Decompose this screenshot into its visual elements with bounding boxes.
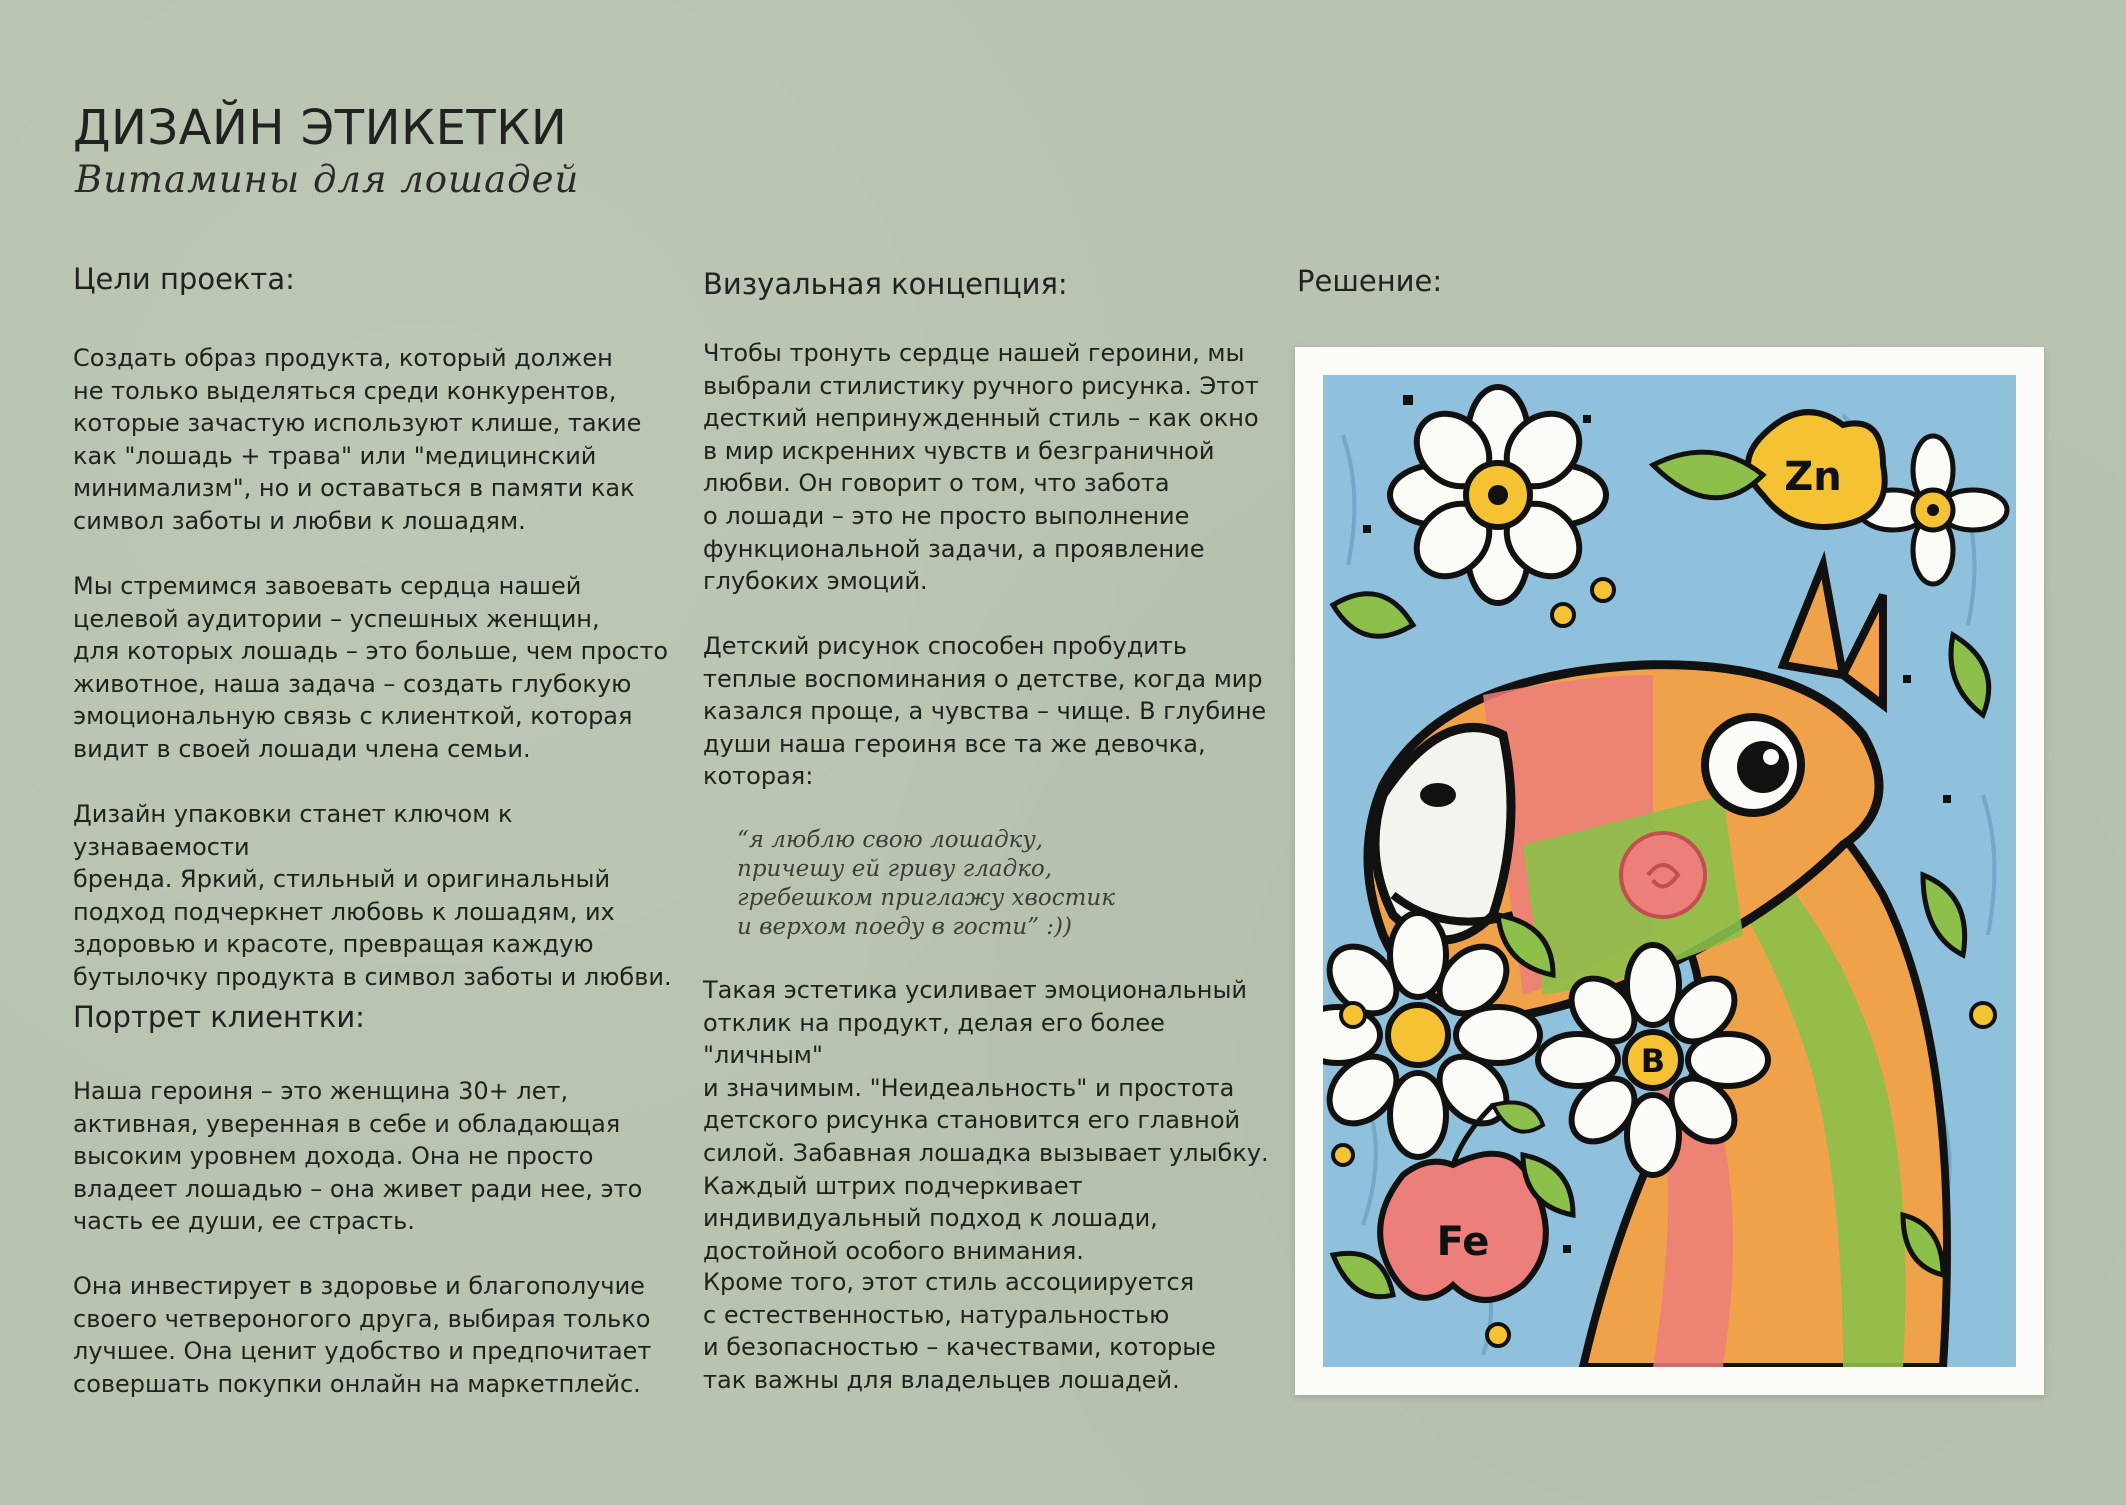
horse-cheek xyxy=(1621,833,1705,917)
vitamin-b-label: B xyxy=(1640,1042,1666,1080)
solution-heading: Решение: xyxy=(1297,264,1443,298)
concept-paragraph-2: Детский рисунок способен пробудить теплые воспоминания о детстве, когда мир казался проще, а чувства – чище. В глубине души наша героиня все та же девочка, которая: xyxy=(703,632,1267,791)
concept-paragraph-4: Кроме того, этот стиль ассоциируется с естественностью, натуральностью и безопасностью – качествами, которые так важны для владельцев лошадей. xyxy=(703,1268,1216,1394)
iron-label: Fe xyxy=(1436,1219,1490,1265)
concept-quote: “я люблю свою лошадку, причешу ей гриву гладко, гребешком приглажу хвостик и верхом поеду в гости” :)) xyxy=(737,827,1115,940)
concept-heading: Визуальная концепция: xyxy=(703,267,1068,301)
concept-paragraph-3: Такая эстетика усиливает эмоциональный отклик на продукт, делая его более "личным" и значимым. "Неидеальность" и простота детского рисунка становится его главной силой. Забавная лошадка вызывает улыбку. Каждый штрих подчеркивает индивидуальный подход к лошади, достойной особого внимания. xyxy=(703,976,1269,1265)
page-subtitle: Витамины для лошадей xyxy=(75,158,580,201)
client-paragraph-1: Наша героиня – это женщина 30+ лет, активная, уверенная в себе и обладающая высоким уровнем дохода. Она не просто владеет лошадью – она живет ради нее, это часть ее души, ее страсть. xyxy=(73,1077,643,1236)
page-title: ДИЗАЙН ЭТИКЕТКИ xyxy=(73,100,568,156)
horse-nostril xyxy=(1420,783,1456,807)
client-paragraph-2: Она инвестирует в здоровье и благополучие своего четвероногого друга, выбирая только лучшее. Она ценит удобство и предпочитает совершать покупки онлайн на маркетплейс. xyxy=(73,1272,652,1398)
flower-middle-left xyxy=(1385,815,1441,895)
horse-illustration xyxy=(1323,375,2016,1367)
goals-paragraph-1: Создать образ продукта, который должен не только выделяться среди конкурентов, которые зачастую используют клише, такие как "лошадь + трава" или "медицинский минимализм", но и оставаться в памяти как символ заботы и любви к лошадям. xyxy=(73,344,642,535)
client-heading: Портрет клиентки: xyxy=(73,1000,365,1034)
concept-paragraph-1: Чтобы тронуть сердце нашей героини, мы выбрали стилистику ручного рисунка. Этот десткий непринужденный стиль – как окно в мир искренних чувств и безграничной любви. Он говорит о том, что забота о лошади – это не просто выполнение функциональной задачи, а проявление глубоких эмоций. xyxy=(703,339,1259,596)
label-artwork-frame xyxy=(1295,347,2044,1395)
zinc-label: Zn xyxy=(1784,454,1842,500)
goals-heading: Цели проекта: xyxy=(73,262,295,296)
goals-paragraph-3: Дизайн упаковки станет ключом к узнаваемости бренда. Яркий, стильный и оригинальный подход подчеркнет любовь к лошадям, их здоровью и красоте, превращая каждую бутылочку продукта в символ заботы и любви. xyxy=(73,800,672,991)
goals-paragraph-2: Мы стремимся завоевать сердца нашей целевой аудитории – успешных женщин, для которых лошадь – это больше, чем просто животное, наша задача – создать глубокую эмоциональную связь с клиенткой, которая видит в своей лошади члена семьи. xyxy=(73,572,669,763)
